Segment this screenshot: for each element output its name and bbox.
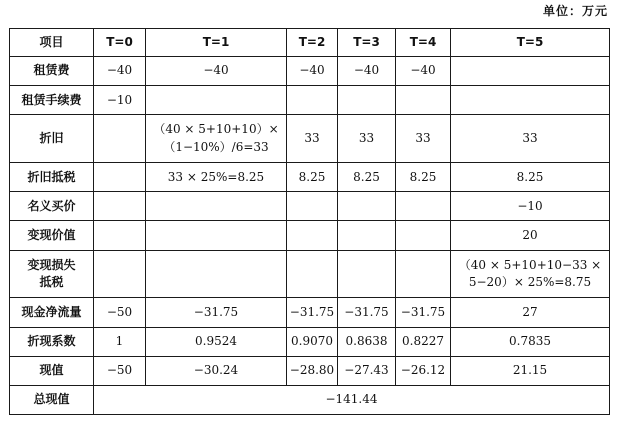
row-total-pv [10,385,610,414]
cell-lease-handling-t1 [146,86,287,115]
cell-lease-fee-t3: −40 [338,57,396,86]
cell-dep-tax-shield-t2: 8.25 [287,163,338,192]
cell-net-cash-flow-t1: −31.75 [146,298,287,327]
cell-realization-value-t1 [146,221,287,250]
cell-net-cash-flow-t5: 27 [451,298,610,327]
realization-loss-label-line2: 抵税 [39,274,64,289]
cell-dep-tax-shield-t0 [94,163,146,192]
label-nominal-price: 名义买价 [10,192,94,221]
cell-discount-factor-t3: 0.8638 [338,327,396,356]
cell-present-value-t2: −28.80 [287,356,338,385]
cell-depreciation-t4: 33 [396,115,451,163]
cell-dep-tax-shield-t3: 8.25 [338,163,396,192]
cell-dep-tax-shield-t1: 33 × 25%=8.25 [146,163,287,192]
cell-lease-fee-t1: −40 [146,57,287,86]
cell-present-value-t1: −30.24 [146,356,287,385]
realization-loss-formula-line1: （40 × 5+10+10−33 × [458,257,602,272]
cell-realization-loss-tax-t2 [287,250,338,298]
cell-realization-loss-tax-t4 [396,250,451,298]
label-net-cash-flow: 现金净流量 [10,298,94,327]
cell-nominal-price-t3 [338,192,396,221]
cell-present-value-t3: −27.43 [338,356,396,385]
depreciation-formula-line2: （1−10%）/6=33 [163,139,269,154]
cell-discount-factor-t4: 0.8227 [396,327,451,356]
label-depreciation: 折旧 [10,115,94,163]
cell-discount-factor-t1: 0.9524 [146,327,287,356]
cell-realization-value-t4 [396,221,451,250]
unit-label: 单位：万元 [542,4,608,18]
row-discount-factor [10,327,610,356]
row-realization-value [10,221,610,250]
lease-analysis-table [9,28,610,415]
cell-present-value-t5: 21.15 [451,356,610,385]
cell-depreciation-t3: 33 [338,115,396,163]
cell-realization-value-t0 [94,221,146,250]
cell-lease-handling-t3 [338,86,396,115]
row-lease-handling [10,86,610,115]
cell-net-cash-flow-t2: −31.75 [287,298,338,327]
label-realization-value: 变现价值 [10,221,94,250]
label-lease-handling: 租赁手续费 [10,86,94,115]
cell-net-cash-flow-t0: −50 [94,298,146,327]
cell-realization-loss-tax-t1 [146,250,287,298]
cell-lease-fee-t2: −40 [287,57,338,86]
cell-dep-tax-shield-t4: 8.25 [396,163,451,192]
cell-discount-factor-t2: 0.9070 [287,327,338,356]
cell-lease-fee-t5 [451,57,610,86]
label-realization-loss-tax [10,250,94,298]
row-present-value [10,356,610,385]
cell-lease-handling-t0: −10 [94,86,146,115]
cell-lease-fee-t0: −40 [94,57,146,86]
cell-nominal-price-t4 [396,192,451,221]
cell-depreciation-t2: 33 [287,115,338,163]
cell-depreciation-t1 [146,115,287,163]
header-t5: T=5 [451,29,610,57]
header-t3: T=3 [338,29,396,57]
cell-realization-loss-tax-t3 [338,250,396,298]
cell-realization-loss-tax-t0 [94,250,146,298]
label-total-pv: 总现值 [10,385,94,414]
cell-realization-loss-tax-t5 [451,250,610,298]
label-present-value: 现值 [10,356,94,385]
cell-dep-tax-shield-t5: 8.25 [451,163,610,192]
cell-discount-factor-t0: 1 [94,327,146,356]
header-t0: T=0 [94,29,146,57]
depreciation-formula-line1: （40 × 5+10+10）× [153,122,279,137]
realization-loss-label-line1: 变现损失 [27,257,76,272]
row-realization-loss-tax [10,250,610,298]
label-dep-tax-shield: 折旧抵税 [10,163,94,192]
header-t2: T=2 [287,29,338,57]
row-lease-fee [10,57,610,86]
cell-net-cash-flow-t3: −31.75 [338,298,396,327]
cell-realization-value-t5: 20 [451,221,610,250]
cell-depreciation-t5: 33 [451,115,610,163]
realization-loss-formula-line2: 5−20）× 25%=8.75 [468,274,592,289]
cell-depreciation-t0 [94,115,146,163]
cell-realization-value-t3 [338,221,396,250]
label-lease-fee: 租赁费 [10,57,94,86]
cell-lease-fee-t4: −40 [396,57,451,86]
header-t1: T=1 [146,29,287,57]
row-depreciation [10,115,610,163]
cell-discount-factor-t5: 0.7835 [451,327,610,356]
cell-lease-handling-t2 [287,86,338,115]
row-dep-tax-shield [10,163,610,192]
cell-present-value-t0: −50 [94,356,146,385]
header-t4: T=4 [396,29,451,57]
label-discount-factor: 折现系数 [10,327,94,356]
cell-nominal-price-t2 [287,192,338,221]
row-net-cash-flow [10,298,610,327]
cell-nominal-price-t5: −10 [451,192,610,221]
cell-net-cash-flow-t4: −31.75 [396,298,451,327]
cell-present-value-t4: −26.12 [396,356,451,385]
header-item: 项目 [10,29,94,57]
cell-lease-handling-t5 [451,86,610,115]
cell-realization-value-t2 [287,221,338,250]
cell-lease-handling-t4 [396,86,451,115]
cell-nominal-price-t1 [146,192,287,221]
cell-nominal-price-t0 [94,192,146,221]
cell-total-pv: −141.44 [94,385,610,414]
row-nominal-price [10,192,610,221]
header-row [10,29,610,57]
